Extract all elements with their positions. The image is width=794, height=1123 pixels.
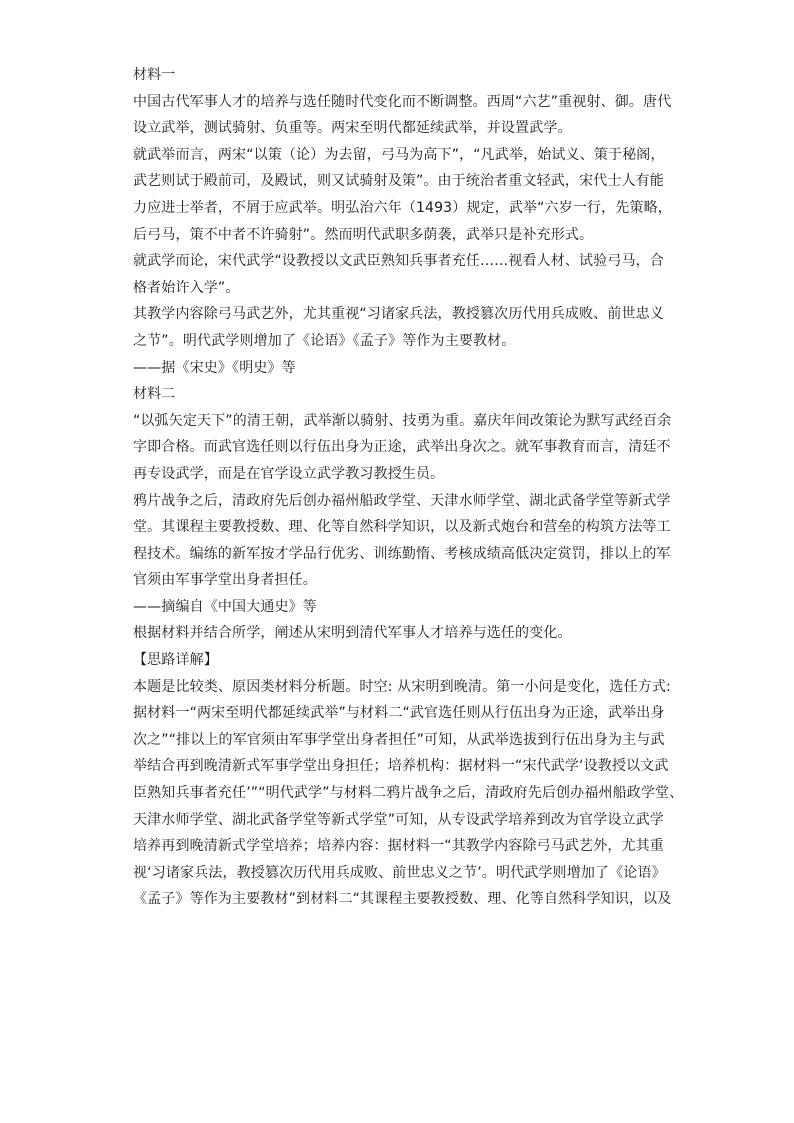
text-line: 材料一 xyxy=(133,67,176,83)
text-line: 天津水师学堂、湖北武备学堂等新式学堂”可知，从专设武学培养到改为官学设立武学 xyxy=(133,811,664,828)
text-line: 之节”。明代武学则增加了《论语》《孟子》等作为主要教材。 xyxy=(133,332,516,349)
text-line: 后弓马，策不中者不许骑射”。然而明代武职多荫袭，武举只是补充形式。 xyxy=(133,226,594,243)
text-line: 次之”“排以上的军官须由军事学堂出身者担任”可知，从武举选拔到行伍出身为主与武 xyxy=(133,731,665,748)
text-line: 程技术。编练的新军按才学品行优劣、训练勤惰、考核成绩高低决定赏罚，排以上的军 xyxy=(133,545,671,562)
text-line: ——据《宋史》《明史》等 xyxy=(133,359,296,376)
document-body xyxy=(133,62,684,913)
text-line: 字即合格。而武官选任则以行伍出身为正途，武举出身次之。就军事教育而言，清廷不 xyxy=(133,439,671,456)
text-line: 格者始许入学”。 xyxy=(133,279,240,296)
text-line: 据材料一“两宋至明代都延续武举”与材料二“武官选任则从行伍出身为正途，武举出身 xyxy=(133,705,665,722)
text-line: 设立武举，测试骑射、负重等。两宋至明代都延续武举，并设置武学。 xyxy=(133,120,572,137)
text-line: 堂。其课程主要教授数、理、化等自然科学知识，以及新式炮台和营垒的构筑方法等工 xyxy=(133,519,671,536)
text-line: 【思路详解】 xyxy=(133,652,218,669)
text-line: 本题是比较类、原因类材料分析题。时空: 从宋明到晚清。第一小问是变化，选任方式: xyxy=(133,678,671,695)
text-line: 培养再到晚清新式学堂培养；培养内容：据材料一“其教学内容除弓马武艺外，尤其重 xyxy=(133,838,664,855)
text-line: ——摘编自《中国大通史》等 xyxy=(133,598,317,615)
text-line: 武艺则试于殿前司，及殿试，则又试骑射及策”。由于统治者重文轻武，宋代士人有能 xyxy=(133,173,664,190)
text-line: 中国古代军事人才的培养与选任随时代变化而不断调整。西周“六艺”重视射、御。唐代 xyxy=(133,93,672,110)
text-line: 再专设武学，而是在官学设立武学教习教授生员。 xyxy=(133,465,445,482)
text-line: 其教学内容除弓马武艺外，尤其重视“习诸家兵法，教授篡次历代用兵成败、前世忠义 xyxy=(133,306,664,323)
text-line: 官须由军事学堂出身者担任。 xyxy=(133,572,317,589)
text-line: 材料二 xyxy=(133,386,176,403)
text-line: 就武举而言，两宋“以策（论）为去留，弓马为高下”，“凡武举，始试义、策于秘阁， xyxy=(133,146,665,163)
text-line: 臣熟知兵事者充任’”“明代武学”与材料二鸦片战争之后，清政府先后创办福州船政学堂、 xyxy=(133,785,684,802)
text-line: 就武学而论，宋代武学“设教授以文武臣熟知兵事者充任……视看人材、试验弓马，合 xyxy=(133,253,664,270)
text-line: “以弧矢定天下”的清王朝，武举渐以骑射、技勇为重。嘉庆年间改策论为默写武经百余 xyxy=(133,412,672,429)
text-line: 力应进士举者，不屑于应武举。明弘治六年（1493）规定，武举“六岁一行，先策略， xyxy=(133,199,672,216)
text-line: 根据材料并结合所学，阐述从宋明到清代军事人才培养与选任的变化。 xyxy=(133,625,572,642)
text-line: 视‘习诸家兵法，教授篡次历代用兵成败、前世忠义之节’。明代武学则增加了《论语》 xyxy=(133,864,666,881)
text-line: 举结合再到晚清新式军事学堂出身担任；培养机构：据材料一“宋代武学‘设教授以文武 xyxy=(133,758,669,775)
text-line: 《孟子》等作为主要教材”到材料二“其课程主要教授数、理、化等自然科学知识，以及 xyxy=(133,891,672,908)
text-line: 鸦片战争之后，清政府先后创办福州船政学堂、天津水师学堂、湖北武备学堂等新式学 xyxy=(133,492,671,509)
